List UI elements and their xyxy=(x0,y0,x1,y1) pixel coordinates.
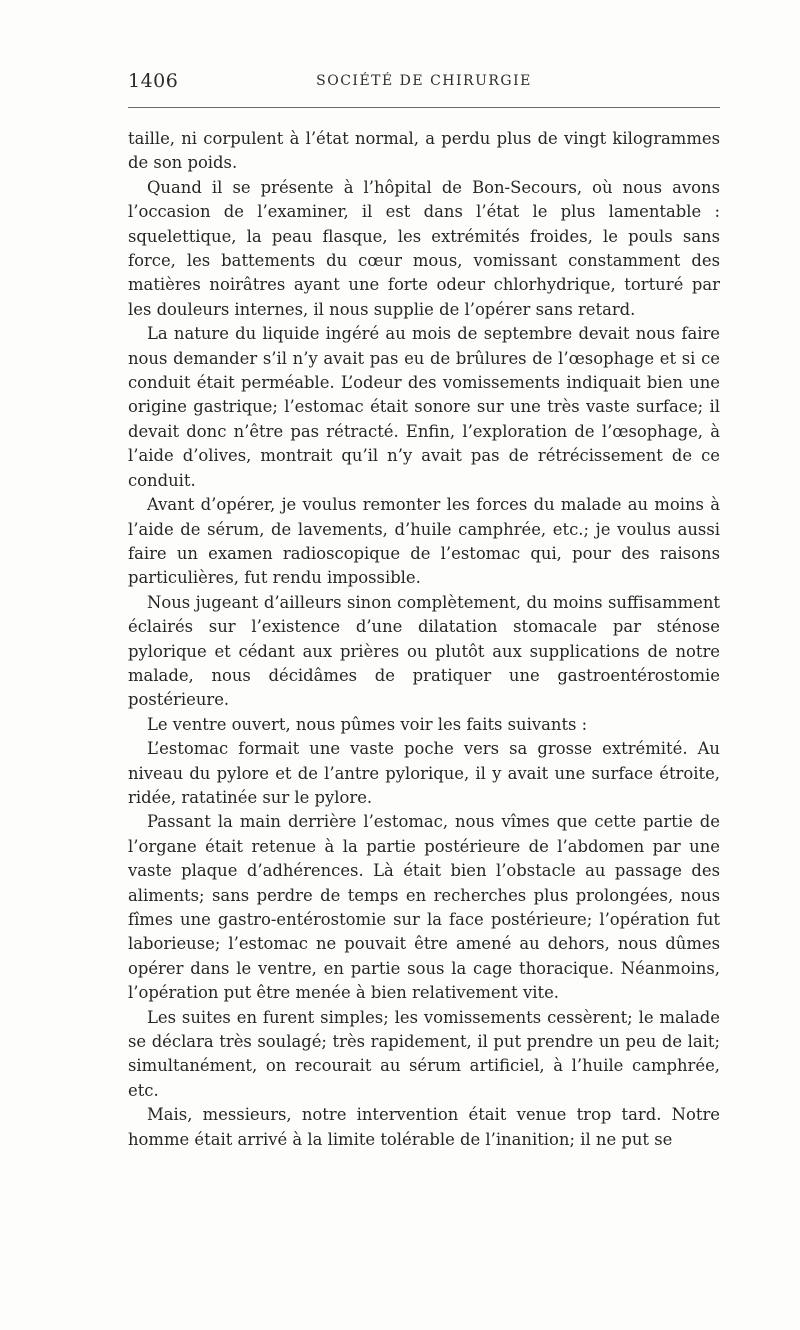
paragraph: Passant la main derrière l’estomac, nous vîmes que cette partie de l’organe était retenue à la partie postérieure de l’abdomen par une vaste plaque d’adhérences. Là était bien l’obstacle au passage des aliments; sans perdre de temps en recherches plus prolongées, nous fîmes une gastro-entérostomie sur la face postérieure; l’opération fut laborieuse; l’estomac ne pouvait être amené au dehors, nous dûmes opérer dans le ventre, en partie sous la cage thoracique. Néanmoins, l’opération put être menée à bien relativement vite. xyxy=(128,812,720,1003)
header-rule xyxy=(128,107,720,108)
page-number: 1406 xyxy=(128,70,179,92)
paragraph: Le ventre ouvert, nous pûmes voir les faits suivants : xyxy=(147,714,588,734)
paragraph: Mais, messieurs, notre intervention était venue trop tard. Notre homme était arrivé à la limite tolérable de l’inanition; il ne put se xyxy=(128,1105,720,1149)
paragraph: La nature du liquide ingéré au mois de septembre devait nous faire nous demander s’il n’y avait pas eu de brûlures de l’œsophage et si ce conduit était perméable. L’odeur des vomissements indiquait bien une origine gastrique; l’estomac était sonore sur une très vaste surface; il devait donc n’être pas rétracté. Enfin, l’exploration de l’œsophage, à l’aide d’olives, montrait qu’il n’y avait pas de rétrécissement de ce conduit. xyxy=(128,324,720,490)
paragraph: taille, ni corpulent à l’état normal, a perdu plus de vingt kilogrammes de son poids. xyxy=(128,129,720,173)
body-text xyxy=(128,127,720,1152)
page-header xyxy=(128,70,720,100)
paragraph: L’estomac formait une vaste poche vers sa grosse extrémité. Au niveau du pylore et de l’antre pylorique, il y avait une surface étroite, ridée, ratatinée sur le pylore. xyxy=(128,739,720,807)
running-title: SOCIÉTÉ DE CHIRURGIE xyxy=(316,73,532,89)
paragraph: Avant d’opérer, je voulus remonter les forces du malade au moins à l’aide de sérum, de lavements, d’huile camphrée, etc.; je voulus aussi faire un examen radioscopique de l’estomac qui, pour des raisons particulières, fut rendu impossible. xyxy=(128,495,720,588)
paragraph: Quand il se présente à l’hôpital de Bon-Secours, où nous avons l’occasion de l’examiner, il est dans l’état le plus lamentable : squelettique, la peau flasque, les extrémités froides, le pouls sans force, les battements du cœur mous, vomissant constamment des matières noirâtres ayant une forte odeur chlorhydrique, torturé par les douleurs internes, il nous supplie de l’opérer sans retard. xyxy=(128,177,720,319)
paragraph: Nous jugeant d’ailleurs sinon complètement, du moins suffisamment éclairés sur l’existence d’une dilatation stomacale par sténose pylorique et cédant aux prières ou plutôt aux supplications de notre malade, nous décidâmes de pratiquer une gastroentérostomie postérieure. xyxy=(128,592,720,710)
paragraph: Les suites en furent simples; les vomissements cessèrent; le malade se déclara très soulagé; très rapidement, il put prendre un peu de lait; simultanément, on recourait au sérum artificiel, à l’huile camphrée, etc. xyxy=(128,1007,720,1100)
